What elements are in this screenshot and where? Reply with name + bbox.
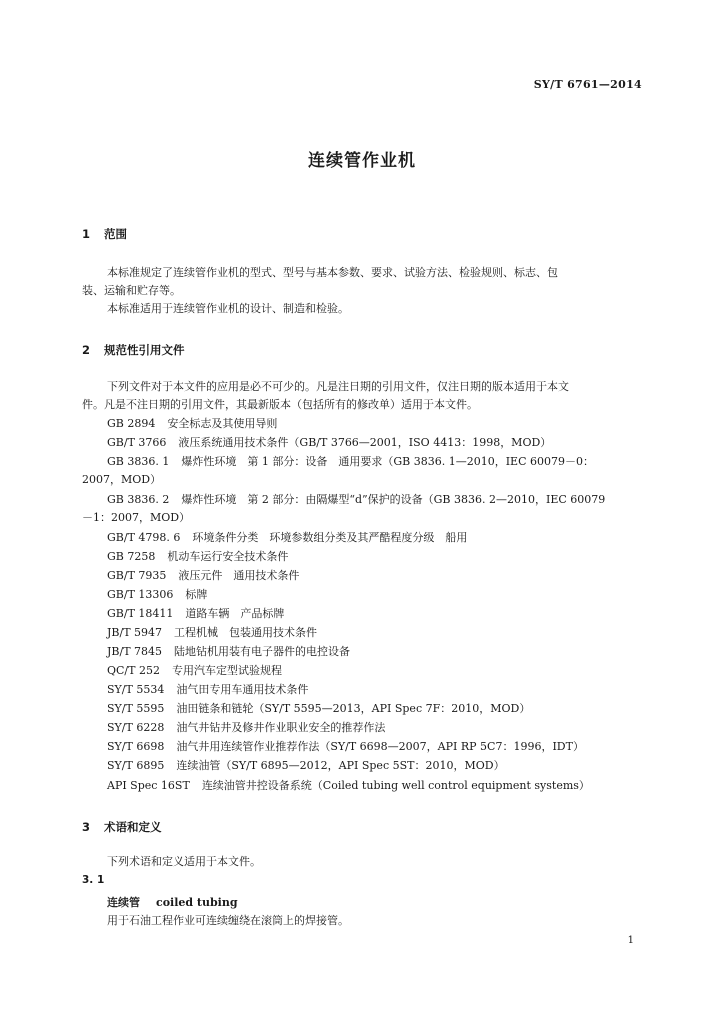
reference-title: 爆炸性环境 第 2 部分：由隔爆型“d”保护的设备（GB 3836. 2—2010，IEC 60079 [181, 493, 606, 506]
reference-title: 液压系统通用技术条件（GB/T 3766—2001，ISO 4413：1998，MOD） [178, 436, 552, 449]
term-number: 3. 1 [82, 874, 105, 886]
reference-code: GB 7258 [107, 550, 156, 563]
reference-item [107, 605, 284, 621]
term-chinese: 连续管 [107, 896, 140, 909]
section-number: 3 [82, 820, 91, 834]
reference-item [107, 529, 467, 545]
section-title: 术语和定义 [104, 820, 162, 834]
section-1-heading [82, 226, 127, 242]
reference-code: GB 3836. 1 [107, 455, 170, 468]
reference-code: JB/T 7845 [107, 645, 163, 658]
reference-item [107, 453, 594, 469]
reference-item [107, 434, 551, 450]
section-3-heading [82, 819, 162, 835]
reference-code: GB 3836. 2 [107, 493, 170, 506]
reference-item [107, 567, 299, 583]
reference-item [107, 662, 282, 678]
section-title: 范围 [104, 227, 127, 241]
document-title: 连续管作业机 [308, 151, 416, 171]
reference-title: 连续油管（SY/T 6895—2012，API Spec 5ST：2010，MOD） [176, 759, 505, 772]
reference-item [107, 548, 288, 564]
reference-code: SY/T 5534 [107, 683, 165, 696]
reference-item [107, 681, 308, 697]
paragraph-line: 本标准规定了连续管作业机的型式、型号与基本参数、要求、试验方法、检验规则、标志、包 [107, 266, 558, 279]
reference-title: 油田链条和链轮（SY/T 5595—2013，API Spec 7F：2010，MOD） [176, 702, 531, 715]
reference-continuation: 2007，MOD） [82, 473, 162, 486]
reference-title: 陆地钻机用装有电子器件的电控设备 [174, 645, 351, 658]
reference-code: GB/T 13306 [107, 588, 174, 601]
reference-continuation: －1：2007，MOD） [82, 511, 191, 524]
reference-item [107, 777, 590, 793]
reference-item [107, 738, 584, 754]
section-2-heading [82, 342, 185, 358]
reference-title: 专用汽车定型试验规程 [171, 664, 282, 677]
reference-title: 油气田专用车通用技术条件 [176, 683, 309, 696]
reference-code: SY/T 5595 [107, 702, 165, 715]
paragraph-line: 装、运输和贮存等。 [82, 284, 181, 297]
reference-item [107, 415, 277, 431]
paragraph-line: 下列术语和定义适用于本文件。 [107, 855, 261, 868]
reference-title: 安全标志及其使用导则 [167, 417, 278, 430]
paragraph-line: 下列文件对于本文件的应用是必不可少的。凡是注日期的引用文件，仅注日期的版本适用于本文 [107, 380, 569, 393]
reference-item [107, 491, 605, 507]
section-number: 1 [82, 227, 91, 241]
reference-title: 油气井用连续管作业推荐作法（SY/T 6698—2007，API RP 5C7：1996，IDT） [176, 740, 584, 753]
section-title: 规范性引用文件 [104, 343, 185, 357]
standard-number: SY/T 6761—2014 [533, 78, 642, 91]
reference-code: GB 2894 [107, 417, 156, 430]
reference-code: GB/T 4798. 6 [107, 531, 181, 544]
reference-code: API Spec 16ST [107, 779, 190, 792]
reference-title: 液压元件 通用技术条件 [178, 569, 300, 582]
reference-item [107, 624, 317, 640]
reference-code: JB/T 5947 [107, 626, 163, 639]
section-number: 2 [82, 343, 91, 357]
reference-code: SY/T 6895 [107, 759, 165, 772]
reference-title: 道路车辆 产品标牌 [185, 607, 285, 620]
reference-code: GB/T 7935 [107, 569, 167, 582]
reference-title: 机动车运行安全技术条件 [167, 550, 289, 563]
reference-item [107, 586, 207, 602]
reference-title: 连续油管井控设备系统（Coiled tubing well control equipment systems） [201, 779, 590, 792]
reference-title: 工程机械 包装通用技术条件 [174, 626, 318, 639]
term-definition: 用于石油工程作业可连续缠绕在滚筒上的焊接管。 [107, 914, 349, 927]
reference-code: GB/T 3766 [107, 436, 167, 449]
reference-title: 环境条件分类 环境参数组分类及其严酷程度分级 船用 [192, 531, 468, 544]
reference-item [107, 719, 385, 735]
reference-code: GB/T 18411 [107, 607, 174, 620]
term-heading [107, 894, 238, 910]
reference-item [107, 757, 505, 773]
reference-title: 标牌 [185, 588, 208, 601]
reference-code: QC/T 252 [107, 664, 160, 677]
paragraph-line: 件。凡是不注日期的引用文件，其最新版本（包括所有的修改单）适用于本文件。 [82, 398, 478, 411]
reference-item [107, 700, 530, 716]
term-english: coiled tubing [156, 896, 238, 909]
reference-title: 油气井钻井及修井作业职业安全的推荐作法 [176, 721, 386, 734]
reference-code: SY/T 6228 [107, 721, 165, 734]
page-number: 1 [627, 935, 634, 946]
reference-item [107, 643, 350, 659]
reference-code: SY/T 6698 [107, 740, 165, 753]
paragraph-line: 本标准适用于连续管作业机的设计、制造和检验。 [107, 302, 349, 315]
reference-title: 爆炸性环境 第 1 部分：设备 通用要求（GB 3836. 1—2010，IEC 60079－0： [181, 455, 594, 468]
